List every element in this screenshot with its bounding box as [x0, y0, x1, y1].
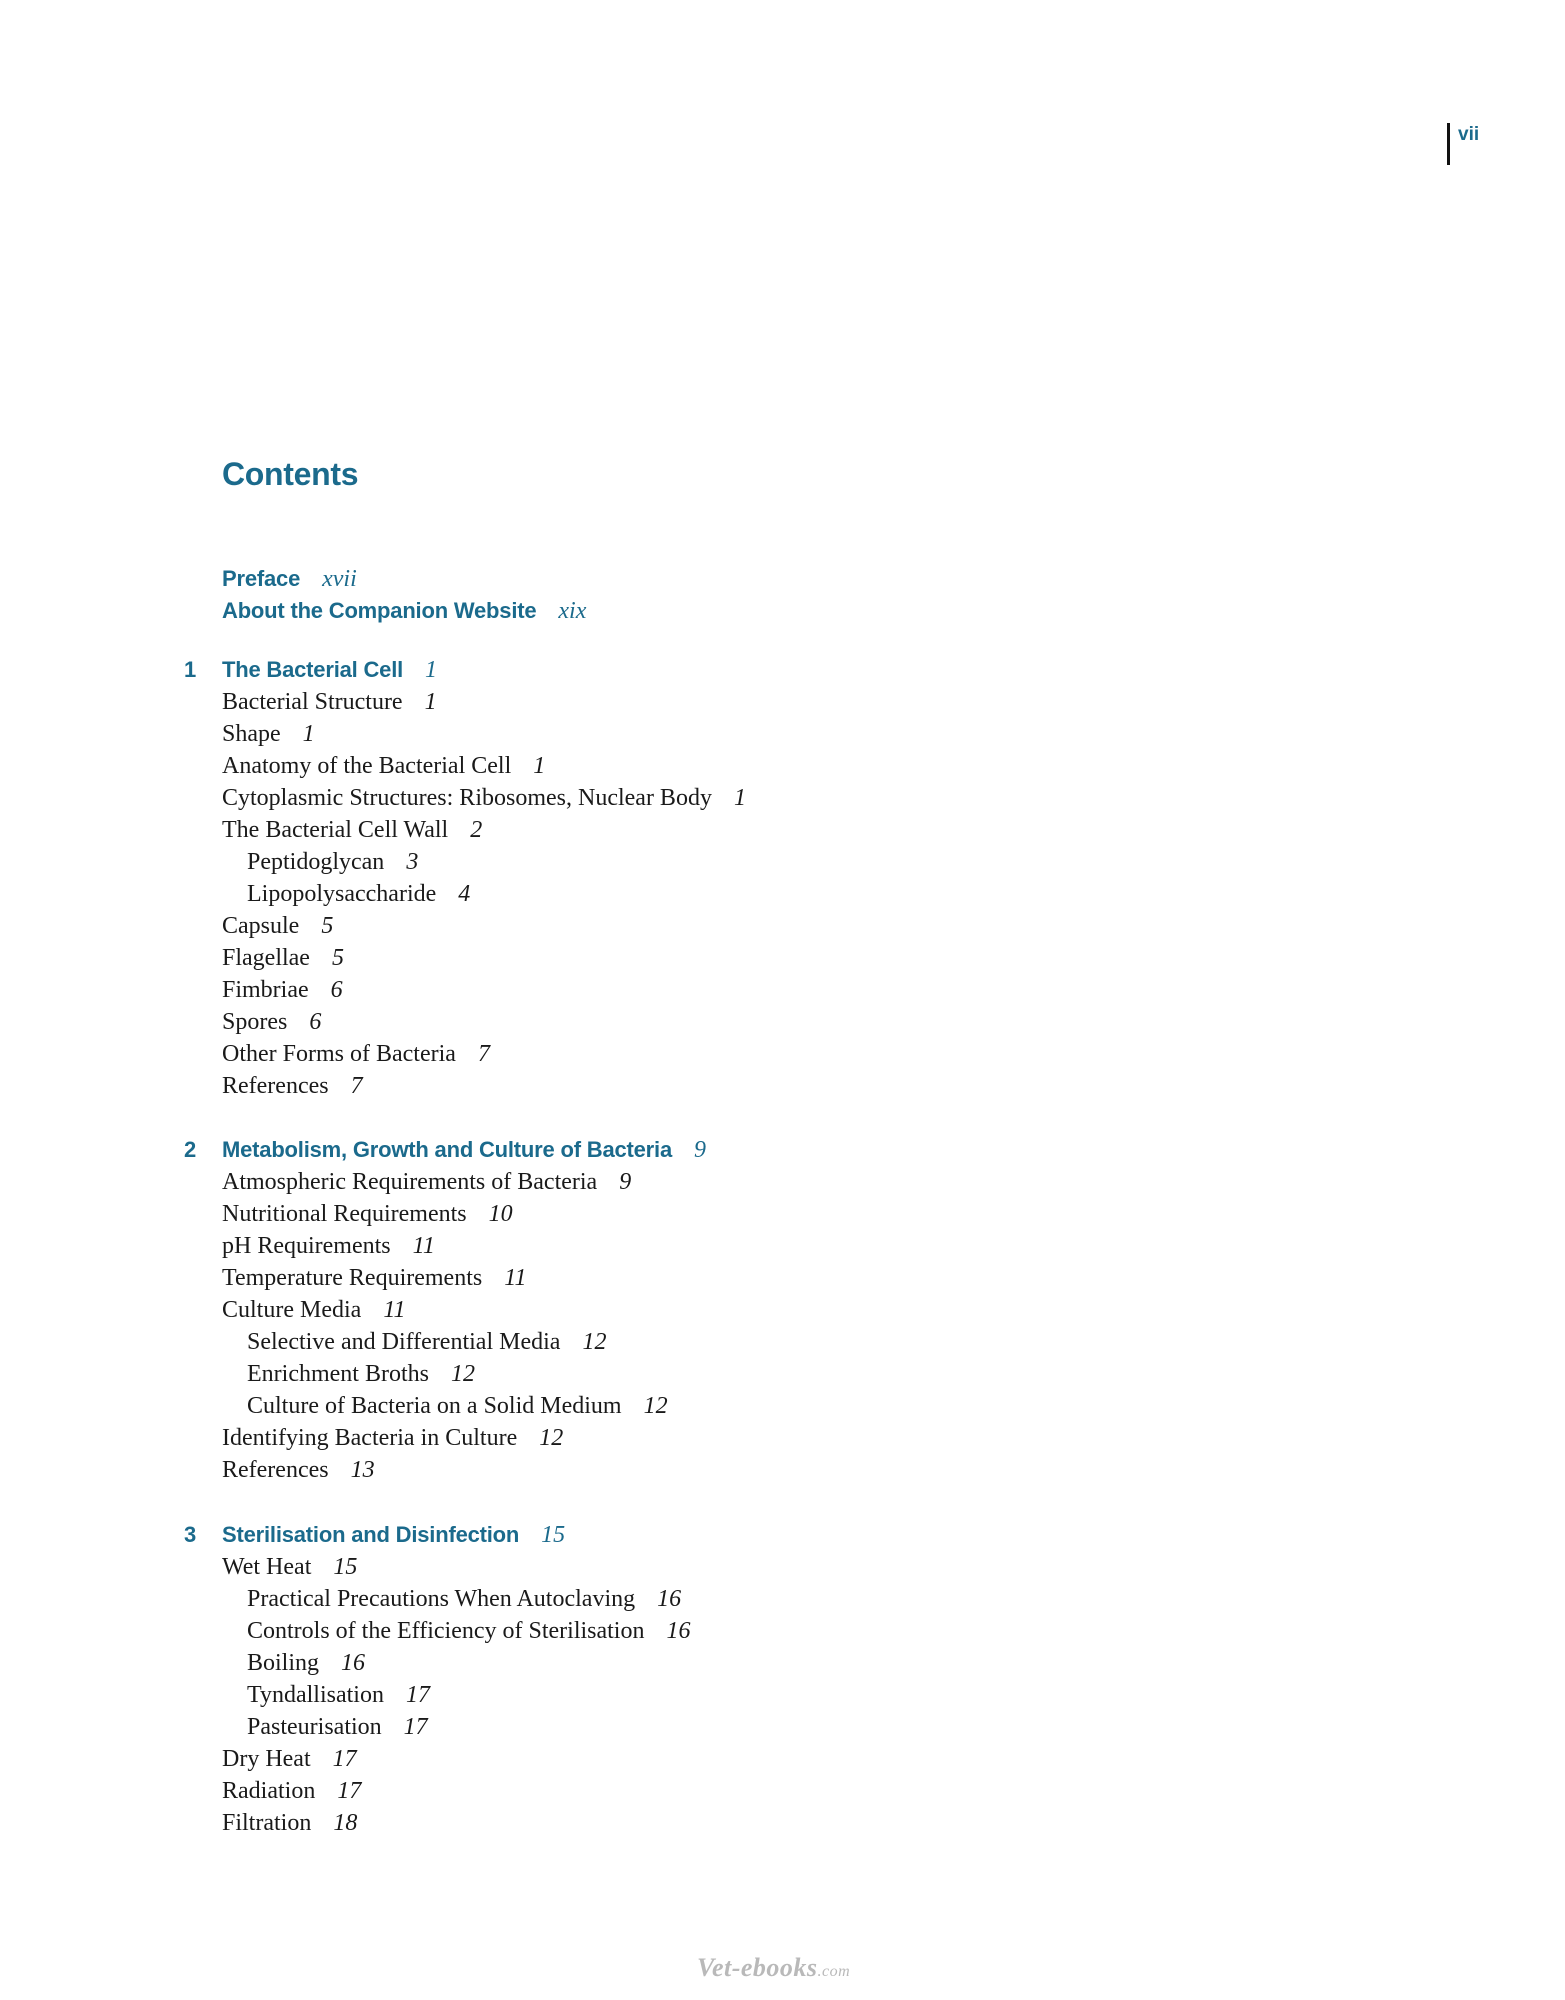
toc-section-item[interactable] — [222, 1552, 357, 1582]
toc-entry-label: Culture of Bacteria on a Solid Medium — [247, 1393, 622, 1419]
watermark-suffix: .com — [817, 1963, 851, 1980]
toc-entry-label: Wet Heat — [222, 1554, 312, 1580]
toc-page-number: 11 — [383, 1297, 406, 1323]
toc-front-matter-item[interactable] — [222, 596, 586, 626]
toc-entry-label: Capsule — [222, 913, 300, 939]
toc-page-number: 5 — [321, 913, 334, 939]
toc-section-item[interactable] — [222, 975, 343, 1005]
toc-section-item[interactable] — [222, 911, 333, 941]
toc-page-number: 6 — [330, 977, 343, 1003]
toc-section-item[interactable] — [222, 719, 315, 749]
toc-entry-label: Radiation — [222, 1778, 316, 1804]
toc-page-number: 17 — [337, 1778, 362, 1804]
toc-entry-label: References — [222, 1457, 329, 1483]
toc-page-number: 1 — [733, 785, 746, 811]
toc-entry-label: Spores — [222, 1009, 288, 1035]
toc-page-number: 1 — [424, 689, 437, 715]
toc-page-number: 16 — [341, 1650, 366, 1676]
toc-section-item[interactable] — [222, 783, 746, 813]
toc-entry-label: Dry Heat — [222, 1746, 311, 1772]
toc-page-number: 16 — [666, 1618, 691, 1644]
toc-subsection-item[interactable] — [247, 1391, 668, 1421]
toc-page-number: 9 — [619, 1169, 632, 1195]
toc-chapter-heading[interactable] — [184, 1520, 566, 1550]
toc-page-number: 2 — [470, 817, 483, 843]
toc-section-item[interactable] — [222, 751, 545, 781]
toc-page-number: 16 — [657, 1586, 682, 1612]
toc-entry-label: Shape — [222, 721, 281, 747]
toc-page-number: 12 — [450, 1361, 475, 1387]
toc-page-number: 5 — [331, 945, 344, 971]
toc-page-number: xvii — [322, 566, 357, 592]
toc-section-item[interactable] — [222, 1776, 361, 1806]
toc-entry-label: Cytoplasmic Structures: Ribosomes, Nuclear Body — [222, 785, 712, 811]
toc-entry-label: Controls of the Efficiency of Sterilisation — [247, 1618, 645, 1644]
toc-entry-label: Tyndallisation — [247, 1682, 384, 1708]
toc-section-item[interactable] — [222, 1167, 631, 1197]
page-number: vii — [1458, 124, 1480, 145]
toc-entry-label: Culture Media — [222, 1297, 362, 1323]
toc-section-item[interactable] — [222, 1263, 526, 1293]
toc-entry-label: The Bacterial Cell Wall — [222, 817, 449, 843]
toc-entry-label: About the Companion Website — [222, 598, 537, 623]
toc-page-number: 17 — [332, 1746, 357, 1772]
toc-section-item[interactable] — [222, 1071, 363, 1101]
toc-section-item[interactable] — [222, 1039, 490, 1069]
toc-page-number: 12 — [539, 1425, 564, 1451]
toc-entry-label: Practical Precautions When Autoclaving — [247, 1586, 636, 1612]
chapter-number: 3 — [184, 1522, 197, 1547]
toc-entry-label: Other Forms of Bacteria — [222, 1041, 456, 1067]
toc-subsection-item[interactable] — [247, 1327, 606, 1357]
toc-chapter-heading[interactable] — [184, 655, 438, 685]
toc-page-number: 18 — [333, 1810, 358, 1836]
toc-entry-label: Metabolism, Growth and Culture of Bacteria — [222, 1137, 672, 1162]
toc-subsection-item[interactable] — [247, 1359, 475, 1389]
toc-page-number: 4 — [458, 881, 471, 907]
toc-page-number: 7 — [350, 1073, 363, 1099]
toc-section-item[interactable] — [222, 1808, 357, 1838]
toc-section-item[interactable] — [222, 1199, 513, 1229]
toc-entry-label: Selective and Differential Media — [247, 1329, 561, 1355]
toc-page-number: 12 — [643, 1393, 668, 1419]
toc-subsection-item[interactable] — [247, 847, 418, 877]
toc-entry-label: Boiling — [247, 1650, 320, 1676]
toc-page-number: 1 — [533, 753, 546, 779]
toc-page-number: 6 — [309, 1009, 322, 1035]
page-number-rule — [1447, 123, 1450, 165]
toc-page-number: 11 — [504, 1265, 527, 1291]
toc-entry-label: Peptidoglycan — [247, 849, 385, 875]
chapter-number: 2 — [184, 1137, 197, 1162]
toc-section-item[interactable] — [222, 1231, 435, 1261]
toc-entry-label: pH Requirements — [222, 1233, 391, 1259]
toc-page-number: 12 — [582, 1329, 607, 1355]
toc-section-item[interactable] — [222, 1744, 357, 1774]
toc-entry-label: Anatomy of the Bacterial Cell — [222, 753, 512, 779]
toc-section-item[interactable] — [222, 815, 482, 845]
toc-front-matter-item[interactable] — [222, 564, 357, 594]
toc-page-number: 1 — [302, 721, 315, 747]
watermark-main: Vet-ebooks — [697, 1953, 818, 1982]
toc-page-number: 1 — [425, 657, 438, 683]
toc-subsection-item[interactable] — [247, 879, 470, 909]
toc-subsection-item[interactable] — [247, 1712, 428, 1742]
toc-entry-label: Pasteurisation — [247, 1714, 382, 1740]
toc-page-number: 3 — [406, 849, 419, 875]
toc-entry-label: Nutritional Requirements — [222, 1201, 467, 1227]
toc-entry-label: Fimbriae — [222, 977, 309, 1003]
toc-section-item[interactable] — [222, 1295, 406, 1325]
toc-page-number: 15 — [333, 1554, 358, 1580]
toc-section-item[interactable] — [222, 1423, 563, 1453]
toc-page-number: 13 — [350, 1457, 375, 1483]
toc-subsection-item[interactable] — [247, 1616, 690, 1646]
toc-section-item[interactable] — [222, 1455, 375, 1485]
toc-entry-label: Lipopolysaccharide — [247, 881, 437, 907]
toc-entry-label: Preface — [222, 566, 301, 591]
toc-page-number: 9 — [694, 1137, 706, 1163]
toc-page-number: 10 — [488, 1201, 513, 1227]
toc-entry-label: Identifying Bacteria in Culture — [222, 1425, 518, 1451]
toc-entry-label: Filtration — [222, 1810, 312, 1836]
toc-entry-label: Bacterial Structure — [222, 689, 403, 715]
toc-section-item[interactable] — [222, 943, 344, 973]
toc-entry-label: Enrichment Broths — [247, 1361, 429, 1387]
toc-section-item[interactable] — [222, 1007, 321, 1037]
toc-page-number: 7 — [477, 1041, 490, 1067]
watermark-logo — [697, 1953, 850, 1983]
toc-entry-label: Atmospheric Requirements of Bacteria — [222, 1169, 598, 1195]
toc-page-number: 17 — [403, 1714, 428, 1740]
toc-chapter-heading[interactable] — [184, 1135, 706, 1165]
toc-subsection-item[interactable] — [247, 1648, 365, 1678]
toc-page-number: 11 — [412, 1233, 435, 1259]
chapter-number: 1 — [184, 657, 197, 682]
toc-entry-label: Temperature Requirements — [222, 1265, 483, 1291]
toc-page-number: 15 — [541, 1522, 566, 1548]
toc-entry-label: Sterilisation and Disinfection — [222, 1522, 520, 1547]
toc-page-number: xix — [558, 598, 587, 624]
toc-entry-label: The Bacterial Cell — [222, 657, 404, 682]
page-title: Contents — [222, 456, 359, 492]
toc-subsection-item[interactable] — [247, 1680, 430, 1710]
toc-entry-label: References — [222, 1073, 329, 1099]
toc-subsection-item[interactable] — [247, 1584, 681, 1614]
toc-page-number: 17 — [405, 1682, 430, 1708]
toc-section-item[interactable] — [222, 687, 437, 717]
toc-entry-label: Flagellae — [222, 945, 310, 971]
